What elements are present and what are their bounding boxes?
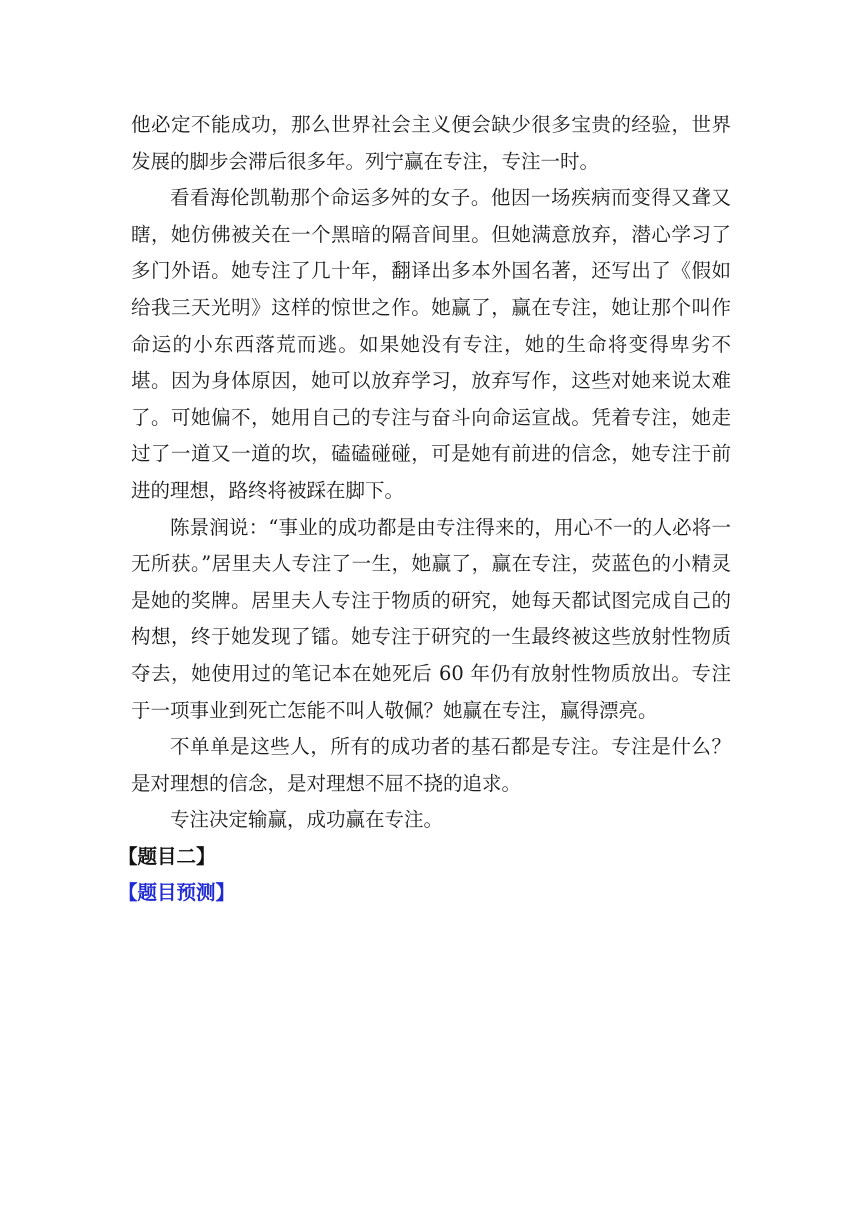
document-body: [118, 107, 731, 912]
heading-topic-two: 【题目二】: [118, 844, 216, 868]
paragraph-summary: 不单单是这些人，所有的成功者的基石都是专注。专注是什么？是对理想的信念，是对理想不屈不挠的追求。: [131, 735, 731, 795]
paragraph-helen-keller: 看看海伦凯勒那个命运多舛的女子。他因一场疾病而变得又聋又瞎，她仿佛被关在一个黑暗的隔音间里。但她满意放弃，潜心学习了多门外语。她专注了几十年，翻译出多本外国名著，还写出了《假如给我三天光明》这样的惊世之作。她赢了，赢在专注，她让那个叫作命运的小东西落荒而逃。如果她没有专注，她的生命将变得卑劣不堪。因为身体原因，她可以放弃学习，放弃写作，这些对她来说太难了。可她偏不，她用自己的专注与奋斗向命运宣战。凭着专注，她走过了一道又一道的坎，磕磕碰碰，可是她有前进的信念，她专注于前进的理想，路终将被踩在脚下。: [131, 186, 731, 502]
paragraph-continuation: 他必定不能成功，那么世界社会主义便会缺少很多宝贵的经验，世界发展的脚步会滞后很多年。列宁赢在专注，专注一时。: [131, 113, 731, 173]
paragraph-conclusion: 专注决定输赢，成功赢在专注。: [170, 808, 444, 832]
heading-topic-prediction: 【题目预测】: [118, 881, 236, 905]
paragraph-curie: 陈景润说：“事业的成功都是由专注得来的，用心不一的人必将一无所获。”居里夫人专注了一生，她赢了，赢在专注，荧蓝色的小精灵是她的奖牌。居里夫人专注于物质的研究，她每天都试图完成自己的构想，终于她发现了镭。她专注于研究的一生最终被这些放射性物质夺去，她使用过的笔记本在她死后 60 年仍有放射性物质放出。专注于一项事业到死亡怎能不叫人敬佩？她赢在专注，赢得漂亮。: [131, 515, 731, 722]
